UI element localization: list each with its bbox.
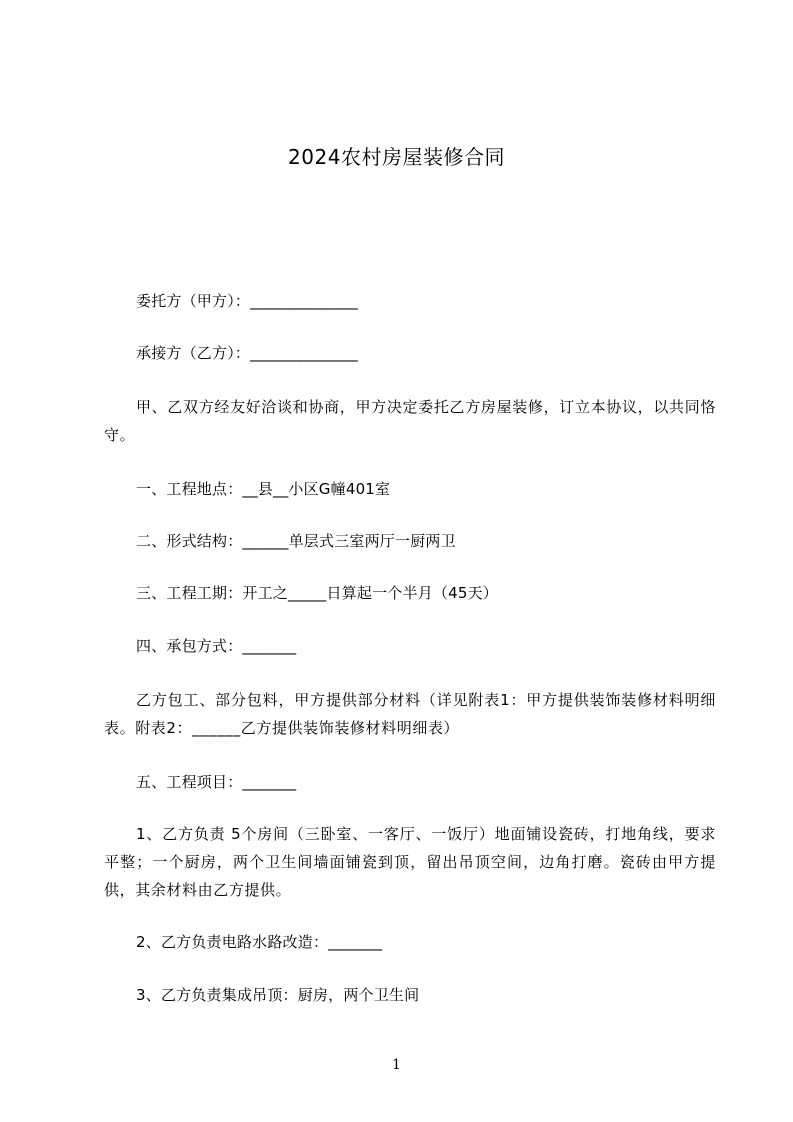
project-item-1: 1、乙方负责 5个房间（三卧室、一客厅、一饭厅）地面铺设瓷砖，打地角线，要求平整；一个厨房，两个卫生间墙面铺瓷到顶，留出吊顶空间，边角打磨。瓷砖由甲方提供，其余材料由乙方提供。 xyxy=(104,825,716,899)
project-item-2: 2、乙方负责电路水路改造：_______ xyxy=(136,933,383,951)
clause-project-items: 五、工程项目：_______ xyxy=(136,773,297,791)
document-title: 2024农村房屋装修合同 xyxy=(288,145,505,169)
party-a-line: 委托方（甲方）：______________ xyxy=(136,292,358,310)
clause-contract-method: 四、承包方式：_______ xyxy=(136,637,297,655)
project-item-3: 3、乙方负责集成吊顶：厨房，两个卫生间 xyxy=(136,986,420,1004)
clause-location: 一、工程地点：__县__小区G幢401室 xyxy=(136,480,391,498)
intro-paragraph: 甲、乙双方经友好洽谈和协商，甲方决定委托乙方房屋装修，订立本协议，以共同恪守。 xyxy=(104,398,716,444)
clause-duration: 三、工程工期：开工之_____日算起一个半月（45天） xyxy=(136,584,498,602)
clause-structure: 二、形式结构：______单层式三室两厅一厨两卫 xyxy=(136,532,456,550)
party-b-line: 承接方（乙方）：______________ xyxy=(136,344,358,362)
page-number: 1 xyxy=(392,1057,401,1073)
contract-method-detail: 乙方包工、部分包料，甲方提供部分材料（详见附表1：甲方提供装饰装修材料明细表。附表2：______乙方提供装饰装修材料明细表） xyxy=(104,691,716,737)
